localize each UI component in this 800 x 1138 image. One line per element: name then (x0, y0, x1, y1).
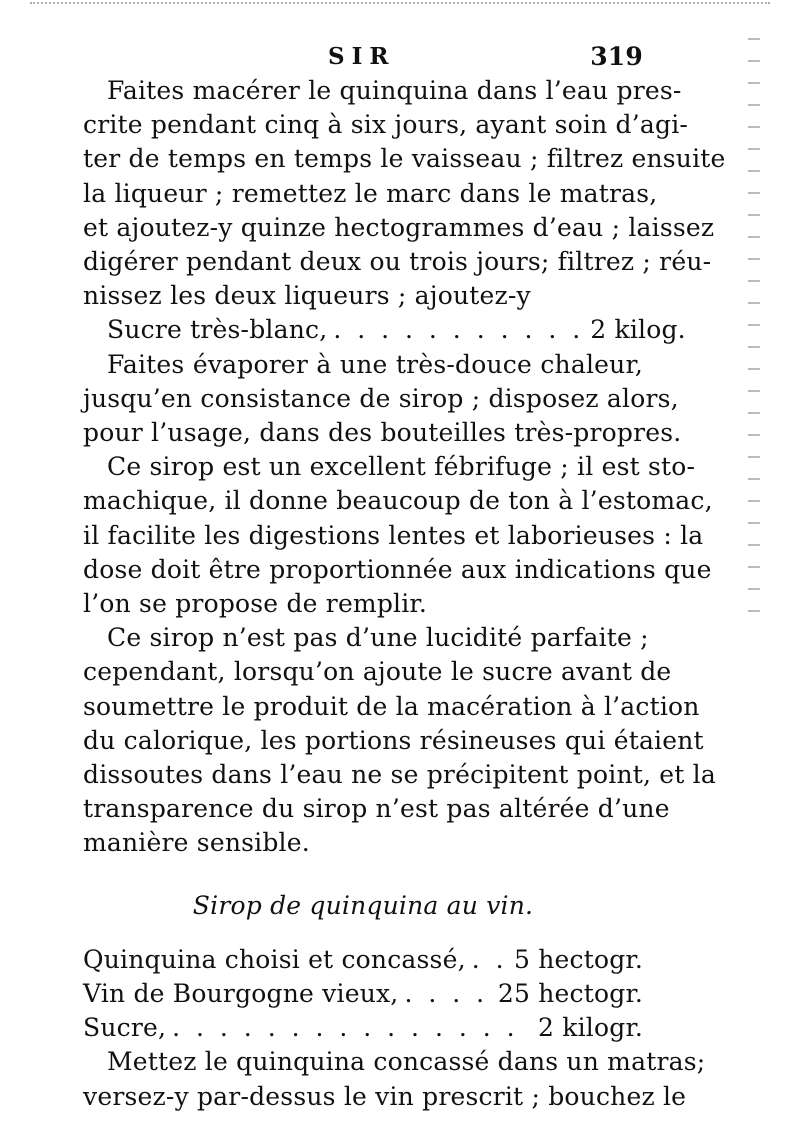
ingredient-name: Vin de Bourgogne vieux, (83, 979, 399, 1009)
paragraph-clarity (83, 621, 716, 860)
text-line: dose doit être proportionnée aux indications que (83, 554, 712, 584)
ingredient-line (83, 1011, 643, 1045)
text-line: machique, il donne beaucoup de ton à l’estomac, (83, 486, 713, 516)
ingredient-name: Sucre, (83, 1013, 167, 1043)
text-line: versez-y par-dessus le vin prescrit ; bouchez le (83, 1081, 687, 1111)
leader-dots: . . (471, 944, 508, 974)
text-line: soumettre le produit de la macération à l’action (83, 691, 700, 721)
page-header (83, 40, 643, 74)
text-line: Faites évaporer à une très-douce chaleur, (107, 349, 643, 379)
text-line: nissez les deux liqueurs ; ajoutez-y (83, 281, 531, 311)
running-head: SIR (328, 43, 396, 70)
text-line: Faites macérer le quinquina dans l’eau pres- (107, 76, 682, 105)
text-line: Ce sirop n’est pas d’une lucidité parfaite ; (107, 623, 649, 653)
text-line: cependant, lorsqu’on ajoute le sucre avant de (83, 657, 672, 687)
text-line: il facilite les digestions lentes et laborieuses : la (83, 520, 704, 550)
ingredient-line (83, 313, 686, 347)
leader-dots: . . . . . . . . . . . (333, 315, 585, 345)
text-line: transparence du sirop n’est pas altérée d’une (83, 794, 670, 824)
text-line: Ce sirop est un excellent fébrifuge ; il est sto- (107, 452, 696, 482)
ingredient-quantity: 2 kilog. (590, 315, 686, 345)
text-line: jusqu’en consistance de sirop ; disposez alors, (83, 383, 679, 413)
paragraph-properties (83, 450, 713, 621)
text-line: digérer pendant deux ou trois jours; filtrez ; réu- (83, 247, 712, 277)
scan-edge-artifact (30, 2, 770, 14)
text-line: la liqueur ; remettez le marc dans le matras, (83, 178, 658, 208)
leader-dots: . . . . . . . . . . . . . . . (172, 1013, 519, 1043)
paragraph-evaporation (83, 348, 682, 451)
text-line: Mettez le quinquina concassé dans un matras; (107, 1047, 706, 1077)
ingredient-list (83, 943, 643, 1046)
ingredient-name: Quinquina choisi et concassé, (83, 944, 466, 974)
text-line: dissoutes dans l’eau ne se précipitent point, et la (83, 760, 716, 790)
margin-scan-marks (748, 38, 776, 618)
text-line: l’on se propose de remplir. (83, 589, 427, 619)
section-heading: Sirop de quinquina au vin. (192, 890, 534, 920)
ingredient-quantity: 5 hectogr. (513, 944, 643, 974)
text-line: et ajoutez-y quinze hectogrammes d’eau ; laissez (83, 212, 715, 242)
leader-dots: . . . . (404, 979, 489, 1009)
text-line: crite pendant cinq à six jours, ayant soin d’agi- (83, 110, 689, 140)
ingredient-name: Sucre très-blanc, (107, 315, 328, 345)
book-page (83, 40, 726, 1114)
paragraph-wine-method (83, 1045, 706, 1113)
page-number: 319 (590, 42, 643, 71)
ingredient-quantity: 25 hectogr. (497, 979, 643, 1009)
text-line: pour l’usage, dans des bouteilles très-propres. (83, 418, 682, 448)
text-line: du calorique, les portions résineuses qui étaient (83, 725, 704, 755)
text-line: ter de temps en temps le vaisseau ; filtrez ensuite (83, 144, 726, 174)
ingredient-line (83, 943, 643, 977)
ingredient-quantity: 2 kilogr. (538, 1013, 643, 1043)
text-line: manière sensible. (83, 828, 310, 858)
ingredient-line (83, 977, 643, 1011)
paragraph-maceration (83, 74, 726, 313)
